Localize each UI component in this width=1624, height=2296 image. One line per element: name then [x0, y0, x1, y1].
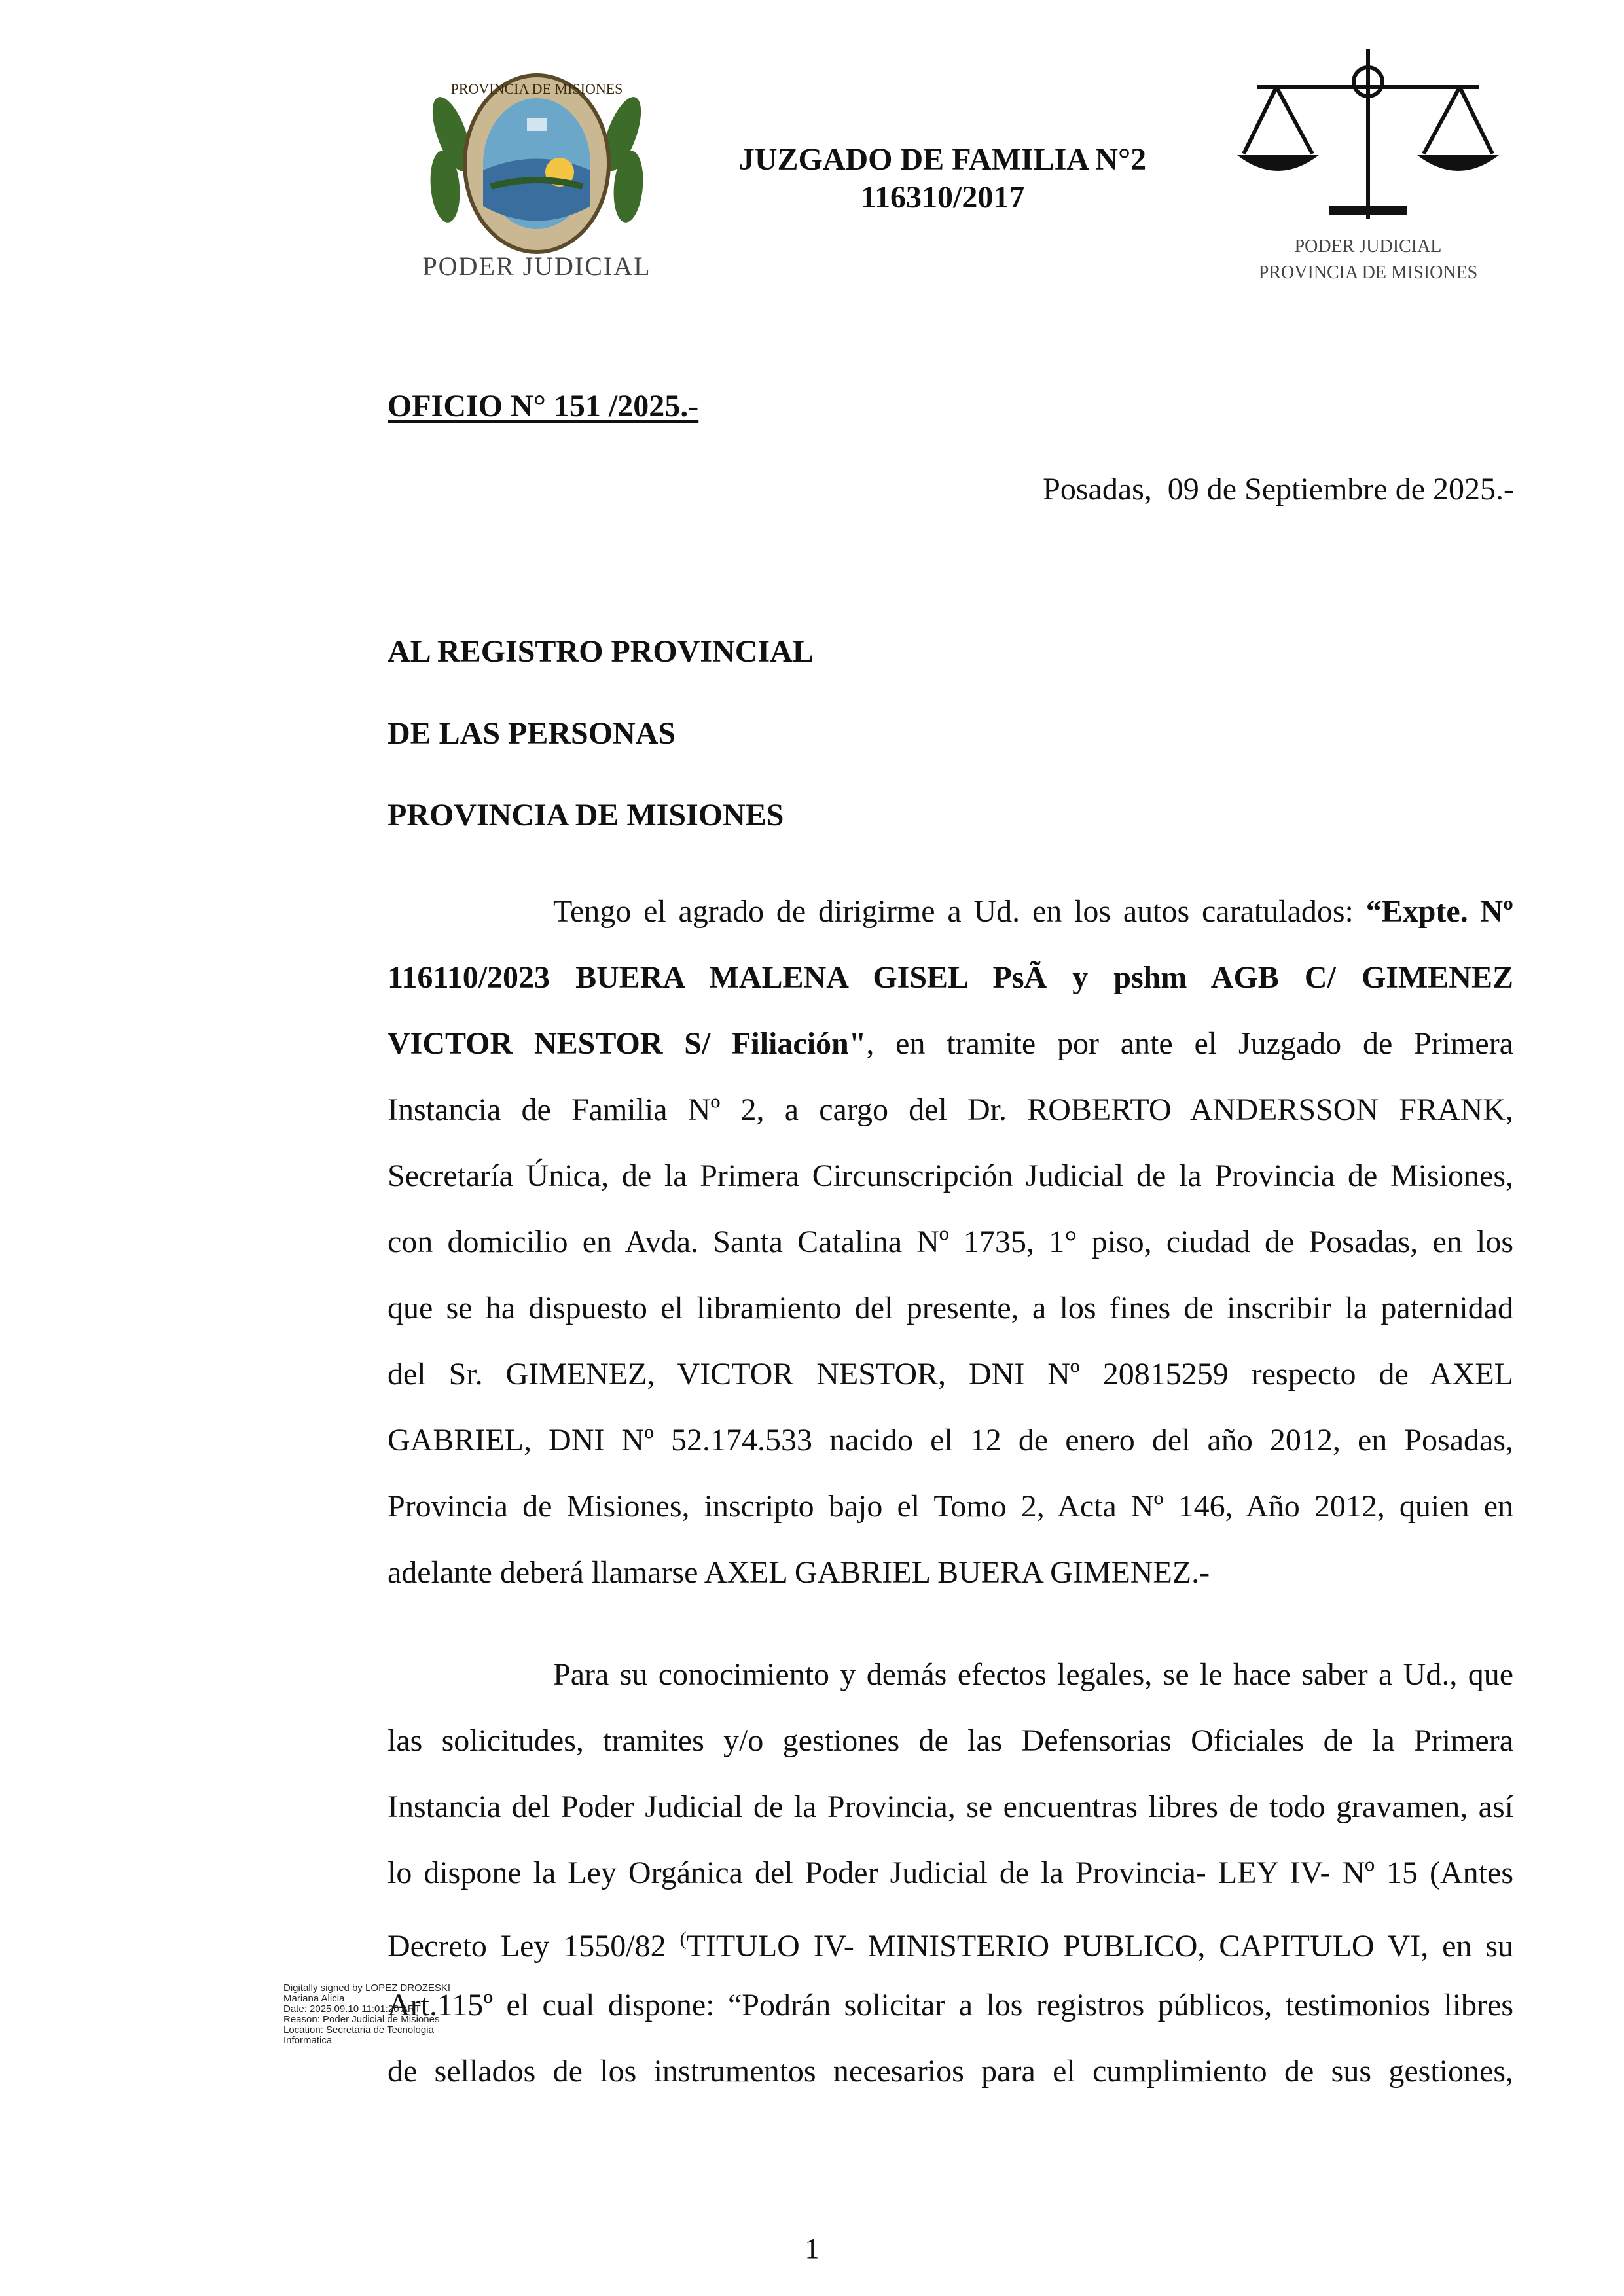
paragraph-2-line-4: lo dispone la Ley Orgánica del Poder Judicial de la Provincia- LEY IV- Nº 15 (Antes [388, 1856, 1513, 1890]
line-3-bold: VICTOR NESTOR S/ Filiación" [388, 1026, 867, 1061]
signature-line-6: Informatica [283, 2035, 333, 2046]
paragraph-1-line-11: adelante deberá llamarse AXEL GABRIEL BUERA GIMENEZ.- [388, 1555, 1210, 1590]
paragraph-1-line-5: Secretaría Única, de la Primera Circunscripción Judicial de la Provincia de Misiones, [388, 1158, 1513, 1193]
line-5-part-a: Decreto Ley 1550/82 [388, 1929, 680, 1964]
paragraph-2-line-6: Art.115º el cual dispone: “Podrán solicitar a los registros públicos, testimonios libres [388, 1988, 1513, 2022]
paragraph-2-line-5 [388, 1906, 1513, 1972]
paragraph-2-line-3: Instancia del Poder Judicial de la Provincia, se encuentras libres de todo gravamen, así [388, 1789, 1513, 1824]
case-number: 116310/2017 [860, 180, 1025, 215]
paragraph-1-line-7: que se ha dispuesto el libramiento del presente, a los fines de inscribir la paternidad [388, 1291, 1513, 1325]
date-line: Posadas, 09 de Septiembre de 2025.- [1043, 472, 1514, 507]
addressee-line-2: DE LAS PERSONAS [388, 716, 676, 751]
left-logo-caption: PODER JUDICIAL [422, 251, 651, 281]
addressee-line-3: PROVINCIA DE MISIONES [388, 798, 784, 833]
paragraph-1-line-2: 116110/2023 BUERA MALENA GISEL PsÃ y pshm AGB C/ GIMENEZ [388, 960, 1513, 995]
paragraph-1-line-6: con domicilio en Avda. Santa Catalina Nº 1735, 1° piso, ciudad de Posadas, en los [388, 1225, 1513, 1259]
line-5-part-b: TITULO IV- MINISTERIO PUBLICO, CAPITULO VI, en su [686, 1929, 1514, 1964]
paragraph-1 [388, 878, 1513, 1605]
paragraph-2-line-2: las solicitudes, tramites y/o gestiones de las Defensorias Oficiales de la Primera [388, 1723, 1513, 1758]
signature-line-2: Mariana Alicia [283, 1993, 345, 2004]
line-1-plain: Tengo el agrado de dirigirme a Ud. en los autos caratulados: [553, 894, 1366, 929]
addressee-line-1: AL REGISTRO PROVINCIAL [388, 634, 814, 669]
paragraph-1-line-9: GABRIEL, DNI Nº 52.174.533 nacido el 12 de enero del año 2012, en Posadas, [388, 1423, 1513, 1458]
line-5-superscript: ( [679, 1928, 687, 1950]
paragraph-2 [388, 1641, 1513, 2104]
court-name: JUZGADO DE FAMILIA N°2 [738, 142, 1147, 177]
right-logo-caption-line2: PROVINCIA DE MISIONES [1258, 262, 1478, 283]
line-1-bold: “Expte. Nº [1365, 894, 1513, 929]
paragraph-1-line-3 [388, 1011, 1513, 1077]
seal-text: PROVINCIA DE MISIONES [450, 81, 623, 97]
signature-line-1: Digitally signed by LOPEZ DROZESKI [283, 1982, 451, 1994]
paragraph-1-line-10: Provincia de Misiones, inscripto bajo el Tomo 2, Acta Nº 146, Año 2012, quien en [388, 1489, 1513, 1524]
paragraph-2-line-7: de sellados de los instrumentos necesarios para el cumplimiento de sus gestiones, [388, 2054, 1513, 2089]
page-number: 1 [804, 2233, 820, 2265]
signature-line-4: Reason: Poder Judicial de Misiones [283, 2014, 440, 2025]
paragraph-1-line-8: del Sr. GIMENEZ, VICTOR NESTOR, DNI Nº 20815259 respecto de AXEL [388, 1357, 1513, 1391]
line-3-plain: , en tramite por ante el Juzgado de Primera [866, 1026, 1513, 1061]
signature-line-5: Location: Secretaria de Tecnologia [283, 2024, 434, 2036]
paragraph-2-line-1: Para su conocimiento y demás efectos legales, se le hace saber a Ud., que [553, 1657, 1513, 1692]
paragraph-1-line-1 [388, 878, 1513, 944]
digital-signature-stamp [283, 1983, 480, 2046]
signature-line-3: Date: 2025.09.10 11:01:20 ART [283, 2003, 421, 2015]
paragraph-1-line-4: Instancia de Familia Nº 2, a cargo del Dr. ROBERTO ANDERSSON FRANK, [388, 1092, 1513, 1127]
oficio-number: OFICIO N° 151 /2025.- [388, 389, 699, 423]
right-logo-caption-line1: PODER JUDICIAL [1294, 236, 1442, 257]
